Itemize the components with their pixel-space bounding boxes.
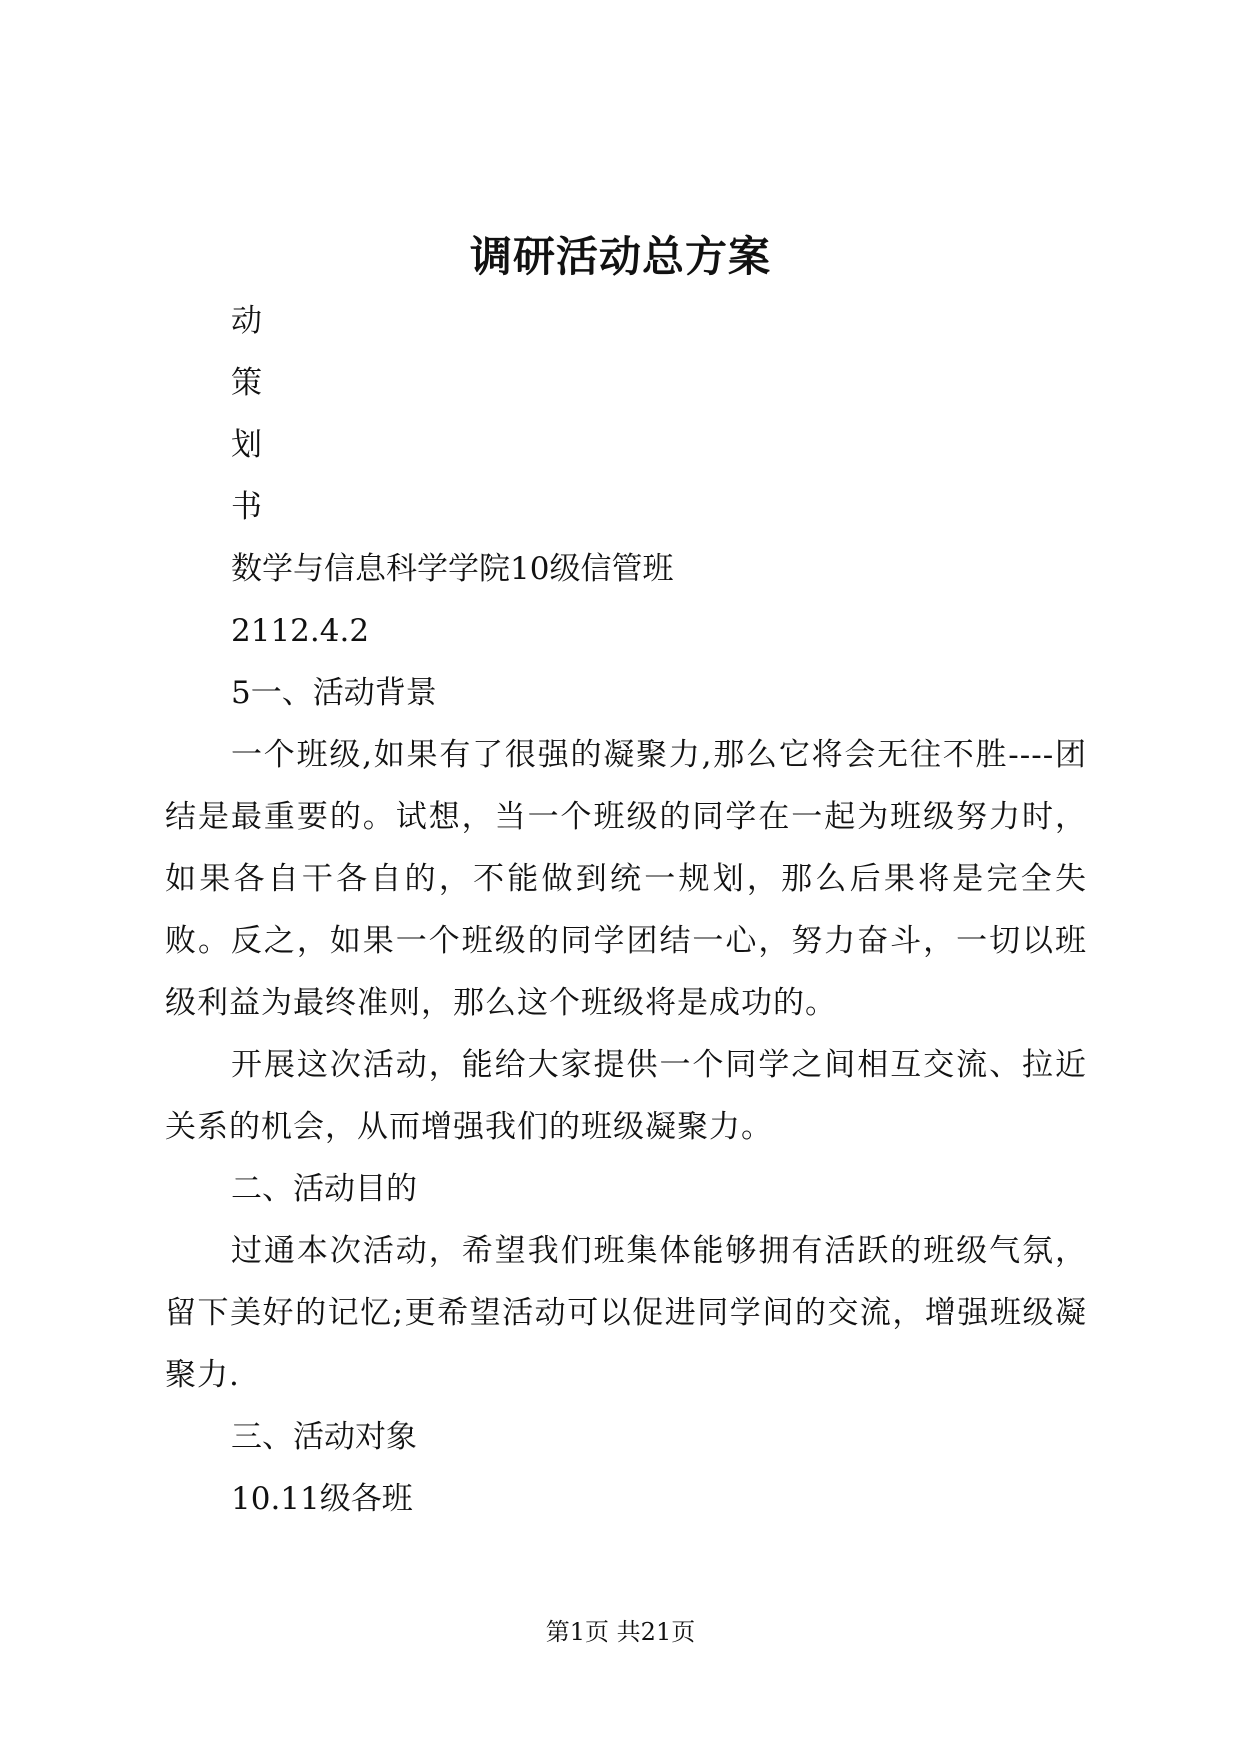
text-line: 划 [231, 427, 262, 463]
page-title: 调研活动总方案 [469, 232, 771, 281]
text-line: 策 [231, 365, 262, 401]
page-number: 第1页 共21页 [545, 1618, 696, 1646]
section-heading-background: 5一、活动背景 [231, 675, 437, 711]
section-heading-purpose: 二、活动目的 [231, 1171, 417, 1207]
paragraph-activity: 开展这次活动，能给大家提供一个同学之间相互交流、拉近关系的机会，从而增强我们的班级凝聚力。 [165, 1047, 1087, 1145]
section-heading-target: 三、活动对象 [231, 1419, 417, 1455]
paragraph-purpose: 过通本次活动，希望我们班集体能够拥有活跃的班级气氛，留下美好的记忆;更希望活动可以促进同学间的交流，增强班级凝聚力. [165, 1233, 1087, 1393]
text-line: 数学与信息科学学院10级信管班 [231, 551, 674, 587]
document-body [165, 290, 1087, 1530]
paragraph-background: 一个班级,如果有了很强的凝聚力,那么它将会无往不胜----团结是最重要的。试想，当一个班级的同学在一起为班级努力时，如果各自干各自的，不能做到统一规划，那么后果将是完全失败。反之，如果一个班级的同学团结一心，努力奋斗，一切以班级利益为最终准则，那么这个班级将是成功的。 [165, 737, 1087, 1021]
text-line: 书 [231, 489, 262, 525]
target-classes: 10.11级各班 [231, 1481, 413, 1517]
text-line: 2112.4.2 [231, 613, 370, 649]
text-line: 动 [231, 303, 262, 339]
